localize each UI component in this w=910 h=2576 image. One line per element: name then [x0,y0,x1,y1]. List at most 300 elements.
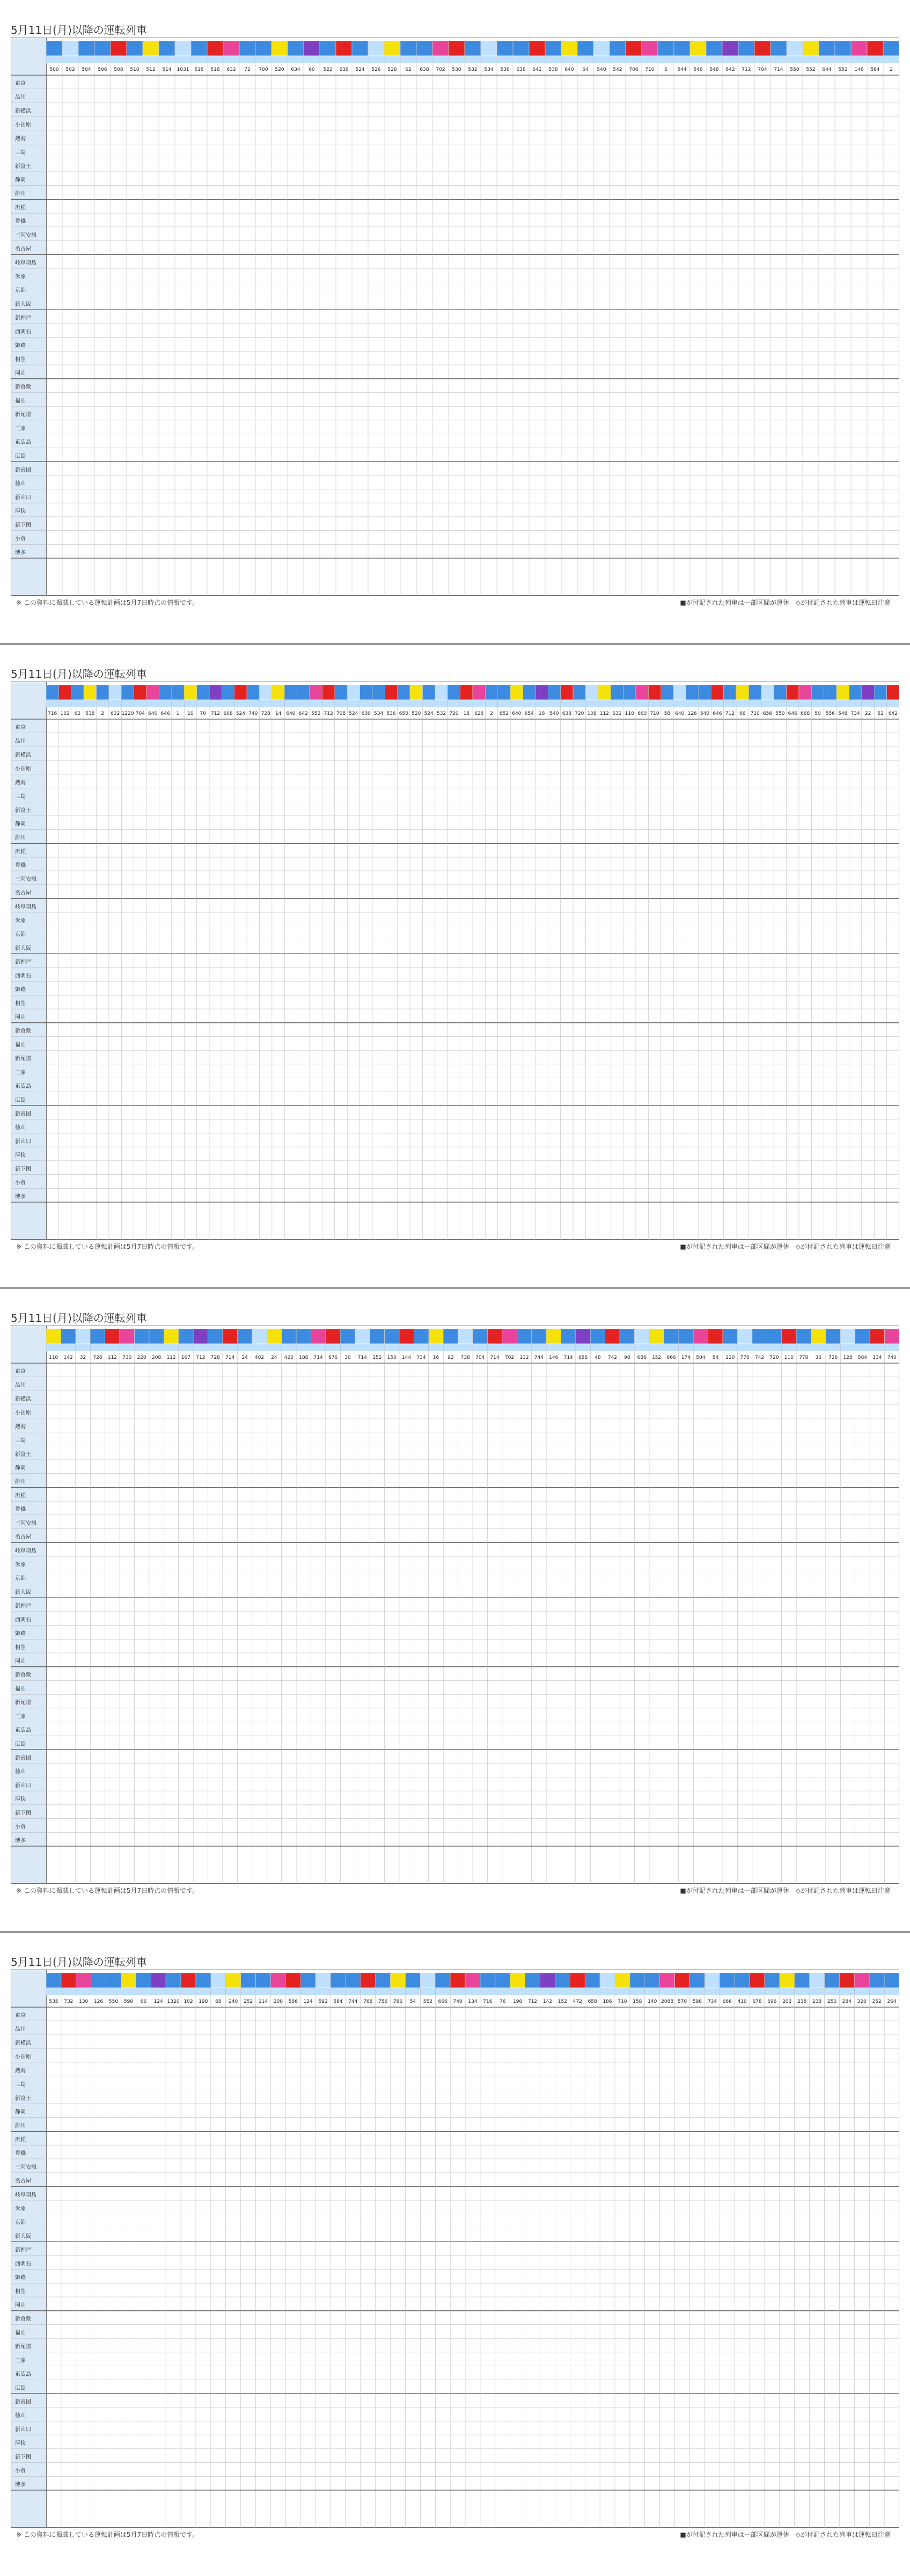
footer-note: ※ この資料に掲載している運転計画は5月7日時点の情報です。 [16,1887,199,1894]
train-number: 150 [387,1355,397,1360]
train-number: 654 [524,711,534,716]
station-name: 三島 [15,2082,26,2088]
train-number: 632 [612,711,622,716]
station-name: 西明石 [15,329,31,335]
train-number: 174 [681,1355,691,1360]
train-number: 58 [664,711,671,716]
train-column-header [360,685,372,716]
train-number: 538 [85,711,95,716]
train-number: 1320 [167,1999,180,2004]
train-number: 584 [857,1355,868,1360]
train-column-header [385,685,397,716]
train-number: 522 [323,67,333,72]
train-column-header [297,685,310,716]
train-column-header [523,685,535,716]
train-number: 128 [843,1355,853,1360]
train-number: 598 [123,1999,134,2004]
train-number: 706 [629,67,639,72]
train-number: 744 [534,1355,544,1360]
legend-partial-suspension: ■が付記された列車は一部区間が運休 [680,599,789,606]
train-number: 472 [573,1999,582,2004]
train-column-header [887,685,899,716]
station-name: 三島 [15,794,26,800]
station-name: 三河安城 [15,2164,36,2171]
footer-note: ※ この資料に掲載している運転計画は5月7日時点の情報です。 [16,1243,199,1250]
station-name: 新下関 [15,1810,31,1817]
train-number: 130 [79,1999,89,2004]
station-name: 岐阜羽島 [15,1548,36,1554]
train-number: 110 [725,1355,735,1360]
station-name: 米原 [15,274,26,280]
train-number: 584 [333,1999,343,2004]
station-name: 新神戸 [15,1603,31,1609]
train-column-header [121,685,134,716]
station-name: 三原 [15,1070,26,1076]
train-number: 532 [468,67,478,72]
train-number: 502 [65,67,75,72]
station-name: 東京 [15,2012,26,2019]
station-name: 新下関 [15,1166,31,1173]
station-name: 相生 [15,1644,26,1651]
train-number: 656 [762,711,773,716]
train-column-header [548,685,560,716]
train-number: 76 [500,1999,506,2004]
train-number: 714 [357,1355,367,1360]
train-column-header [660,1973,675,2004]
train-number: 720 [449,711,459,716]
train-number: 514 [162,67,172,72]
timetable-page-4 [0,1932,910,2576]
timetable-table [11,38,899,601]
station-name: 米原 [15,2206,26,2212]
station-name: 新山口 [15,1782,31,1789]
station-name: 新岩国 [15,1111,31,1117]
train-number: 146 [854,67,864,72]
train-number: 90 [624,1355,630,1360]
station-name: 東広島 [15,1728,31,1734]
timetable-grid [11,38,899,596]
station-name: 新尾道 [15,412,31,418]
timetable-grid [11,1326,899,1884]
station-name: 三河安城 [15,232,36,239]
train-column-header [247,685,259,716]
station-name: 小田原 [15,766,31,772]
train-number: 638 [516,67,526,72]
train-column-header [58,685,71,716]
page-title: 5月11日(月)以降の運転列車 [11,1312,147,1324]
station-name: 掛川 [15,835,26,841]
train-number: 778 [799,1355,809,1360]
train-number: 556 [825,711,835,716]
train-number: 200 [273,1999,283,2004]
train-number: 520 [412,711,421,716]
train-number: 60 [309,67,315,72]
station-name: 品川 [15,94,26,101]
train-number: 2 [490,711,493,716]
station-name: 熱海 [15,780,26,786]
train-column-header [585,685,598,716]
train-column-header [799,685,811,716]
station-name: 三河安城 [15,876,36,883]
train-number: 634 [291,67,300,72]
station-name: 広島 [15,1097,26,1103]
timetable-page-1 [0,0,910,644]
station-name: 福山 [15,1686,26,1692]
train-number: 68 [215,1999,222,2004]
station-name: 浜松 [15,2136,26,2143]
train-number: 534 [374,711,384,716]
train-number: 24 [271,1355,277,1360]
train-number: 142 [542,1999,553,2004]
train-number: 112 [107,1355,117,1360]
train-number: 704 [135,711,145,716]
train-number: 712 [725,711,735,716]
station-name: 東京 [15,1368,26,1375]
station-name: 姫路 [15,987,26,993]
train-number: 660 [637,711,647,716]
station-name: 東広島 [15,1084,31,1090]
station-name: 厚狭 [15,1796,26,1803]
train-column-header [435,685,447,716]
station-name: 新尾道 [15,1056,31,1062]
station-name: 掛川 [15,2123,26,2129]
train-number: 2 [890,67,893,72]
train-number: 66 [739,711,746,716]
train-number: 632 [226,67,236,72]
train-number: 510 [130,67,140,72]
train-number: 114 [258,1999,268,2004]
train-number: 540 [700,711,710,716]
train-number: 712 [742,67,751,72]
train-number: 730 [122,1355,132,1360]
station-name: 新尾道 [15,2344,31,2350]
train-number: 702 [504,1355,515,1360]
train-column-header [787,685,799,716]
train-number: 198 [513,1999,523,2004]
train-column-header [473,685,485,716]
station-name: 新倉敷 [15,1672,31,1679]
train-number: 142 [63,1355,73,1360]
train-number: 704 [475,1355,485,1360]
train-number: 608 [223,711,233,716]
train-number: 62 [405,67,412,72]
train-number: 18 [463,711,470,716]
train-number: 524 [355,67,365,72]
train-number: 642 [725,67,735,72]
station-name: 小倉 [15,2468,26,2475]
station-name: 新倉敷 [15,384,31,391]
train-column-header [372,685,385,716]
train-number: 524 [349,711,358,716]
station-name: 静岡 [15,821,26,828]
train-number: 512 [146,67,156,72]
train-number: 550 [108,1999,119,2004]
station-name: 熱海 [15,2068,26,2074]
train-number: 686 [637,1355,647,1360]
train-number: 1031 [177,67,189,72]
station-name: 相生 [15,356,26,363]
train-number: 542 [613,67,622,72]
train-number: 524 [424,711,434,716]
station-name: 熱海 [15,1424,26,1430]
train-number: 550 [775,711,785,716]
train-number: 546 [693,67,703,72]
train-number: 564 [870,67,880,72]
station-name: 厚狭 [15,2440,26,2447]
station-name: 京都 [15,288,26,294]
train-number: 506 [98,67,107,72]
train-number: 720 [769,1355,779,1360]
train-number: 550 [790,67,799,72]
train-number: 22 [864,711,871,716]
train-number: 530 [452,67,461,72]
train-number: 32 [79,1355,86,1360]
footer-legend [680,2530,891,2539]
station-name: 新横浜 [15,2040,31,2046]
footer-note: ※ この資料に掲載している運転計画は5月7日時点の情報です。 [16,599,199,606]
train-column-header [761,685,774,716]
station-name: 新岩国 [15,467,31,473]
train-number: 252 [872,1999,882,2004]
station-name: 東広島 [15,2372,31,2378]
train-column-header [699,685,711,716]
train-number: 628 [474,711,484,716]
train-number: 112 [599,711,610,716]
train-number: 716 [483,1999,493,2004]
train-number: 516 [194,67,204,72]
train-number: 642 [888,711,898,716]
legend-partial-suspension: ■が付記された列車は一部区間が運休 [680,1243,789,1250]
train-number: 726 [828,1355,838,1360]
station-name: 徳山 [15,1125,26,1131]
train-column-header [222,685,234,716]
train-number: 535 [49,1999,58,2004]
legend-partial-suspension: ■が付記された列車は一部区間が運休 [680,2531,789,2538]
train-number: 548 [838,711,848,716]
train-column-header [260,685,272,716]
station-name: 岐阜羽島 [15,904,36,910]
train-number: 592 [318,1999,328,2004]
train-number: 666 [722,1999,732,2004]
train-number: 252 [243,1999,253,2004]
station-name: 東広島 [15,440,31,446]
train-number: 678 [752,1999,762,2004]
train-number: 642 [298,711,308,716]
train-column-header [611,685,623,716]
train-number: 108 [587,711,597,716]
train-column-header [724,685,736,716]
train-number: 518 [210,67,220,72]
station-name: 厚狭 [15,508,26,515]
train-number: 700 [259,67,268,72]
train-number: 732 [64,1999,74,2004]
station-name: 西明石 [15,2261,31,2267]
station-name: 徳山 [15,1769,26,1775]
train-number: 570 [677,1999,687,2004]
train-number: 284 [842,1999,852,2004]
train-number: 738 [460,1355,470,1360]
train-number: 1 [176,711,180,716]
train-column-header [234,685,247,716]
train-number: 702 [436,67,445,72]
train-number: 526 [371,67,381,72]
train-number: 500 [49,67,59,72]
station-name: 東京 [15,80,26,87]
train-number: 728 [210,1355,220,1360]
station-name: 博多 [15,1194,26,1200]
station-name: 静岡 [15,2109,26,2116]
station-name: 新倉敷 [15,2316,31,2323]
train-number: 64 [582,67,589,72]
train-number: 110 [625,711,634,716]
train-number: 202 [782,1999,792,2004]
train-number: 636 [339,67,349,72]
timetable-table [11,682,899,1245]
station-name: 掛川 [15,191,26,197]
train-number: 536 [500,67,510,72]
train-number: 646 [788,711,797,716]
train-number: 48 [595,1355,601,1360]
train-number: 740 [887,1355,897,1360]
train-column-header [146,685,159,716]
train-number: 110 [49,1355,58,1360]
train-column-header [410,685,422,716]
station-name: 新神戸 [15,959,31,965]
train-column-header [175,41,191,72]
train-number: 124 [303,1999,313,2004]
station-name: 小田原 [15,2054,31,2060]
train-number: 668 [801,711,810,716]
train-number: 734 [416,1355,426,1360]
train-number: 714 [774,67,783,72]
train-column-header [836,685,849,716]
timetable-grid [11,1970,899,2528]
station-name: 米原 [15,918,26,924]
train-number: 640 [286,711,296,716]
legend-operation-date-caution: ◇が付記された列車は運転日注意 [795,1243,891,1250]
station-name: 新大阪 [15,1589,31,1596]
train-number: 714 [313,1355,323,1360]
train-number: 6 [664,67,667,72]
train-number: 14 [275,711,282,716]
station-name: 新下関 [15,522,31,529]
train-number: 140 [648,1999,657,2004]
train-column-header [824,685,836,716]
train-column-header [209,685,222,716]
train-column-header [711,685,723,716]
station-name: 名古屋 [15,1534,31,1541]
station-name: 東京 [15,724,26,731]
train-number: 666 [438,1999,447,2004]
station-name: 新山口 [15,1138,31,1145]
page-title: 5月11日(月)以降の運転列車 [11,1956,147,1968]
train-number: 240 [229,1999,238,2004]
timetable-page-2 [0,644,910,1288]
train-number: 712 [211,711,221,716]
station-name: 新倉敷 [15,1028,31,1035]
train-column-header [673,685,686,716]
train-column-header [498,685,510,716]
station-name: 新横浜 [15,1396,31,1402]
train-column-header [748,685,761,716]
train-column-header [166,1973,181,2004]
train-number: 714 [563,1355,573,1360]
train-number: 770 [740,1355,750,1360]
station-name: 福山 [15,2330,26,2336]
train-number: 220 [137,1355,146,1360]
train-number: 646 [160,711,170,716]
train-number: 710 [750,711,760,716]
train-number: 768 [363,1999,373,2004]
train-number: 640 [148,711,158,716]
footer-legend [680,1886,891,1895]
station-name: 京都 [15,1576,26,1582]
train-number: 188 [299,1355,309,1360]
train-number: 110 [784,1355,794,1360]
train-column-header [159,685,171,716]
train-number: 30 [344,1355,351,1360]
train-number: 536 [386,711,396,716]
station-name: 新神戸 [15,315,31,321]
train-number: 640 [564,67,574,72]
train-column-header [134,685,146,716]
train-number: 744 [348,1999,358,2004]
train-number: 134 [468,1999,478,2004]
station-name: 新神戸 [15,2247,31,2253]
train-number: 72 [244,67,251,72]
train-number: 52 [877,711,884,716]
legend-operation-date-caution: ◇が付記された列車は運転日注意 [795,1887,891,1894]
train-number: 638 [420,67,429,72]
train-number: 708 [336,711,346,716]
station-name: 徳山 [15,2413,26,2419]
train-number: 552 [423,1999,432,2004]
station-name: 広島 [15,453,26,459]
train-number: 734 [707,1999,717,2004]
train-column-header [648,685,661,716]
train-number: 250 [827,1999,837,2004]
train-number: 508 [114,67,123,72]
station-name: 新富士 [15,807,31,814]
train-number: 640 [675,711,685,716]
station-name: 豊橋 [15,862,26,869]
train-column-header [686,685,699,716]
train-number: 36 [815,1355,821,1360]
train-number: 158 [633,1999,642,2004]
train-number: 208 [152,1355,162,1360]
train-number: 552 [311,711,321,716]
station-name: 三原 [15,426,26,432]
train-number: 696 [767,1999,777,2004]
station-name: 小田原 [15,122,31,128]
station-name: 品川 [15,2026,26,2033]
timetable-table [11,1326,899,1889]
station-name: 岡山 [15,1658,26,1665]
train-number: 18 [538,711,545,716]
train-column-header [447,685,460,716]
train-number: 134 [872,1355,882,1360]
train-number: 786 [393,1999,403,2004]
train-number: 742 [754,1355,765,1360]
train-number: 632 [111,711,120,716]
train-number: 402 [254,1355,265,1360]
train-number: 712 [324,711,333,716]
train-number: 666 [666,1355,676,1360]
station-name: 博多 [15,2482,26,2488]
station-name: 浜松 [15,848,26,855]
station-name: 相生 [15,2288,26,2295]
train-number: 534 [484,67,494,72]
